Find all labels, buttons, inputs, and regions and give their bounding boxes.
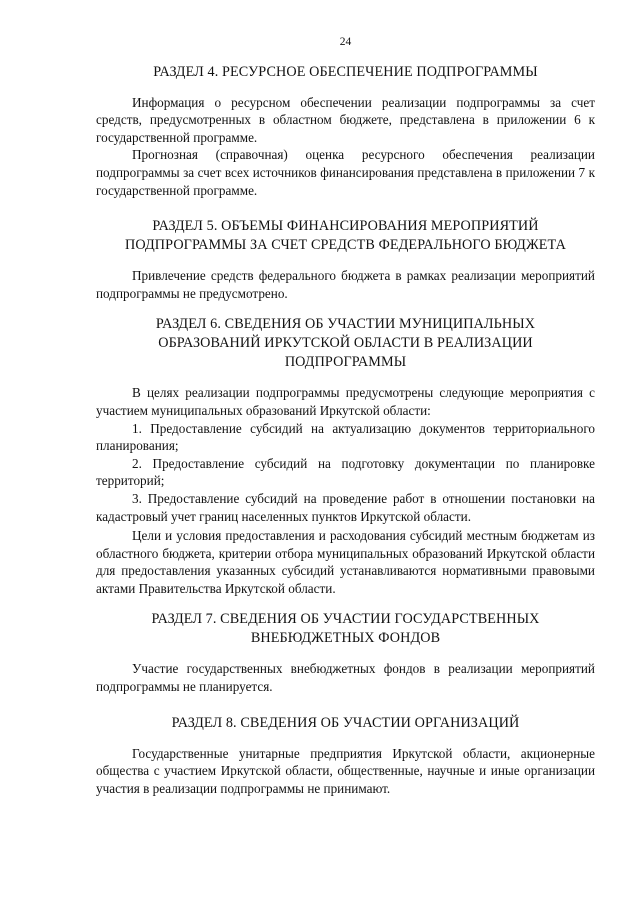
list-item: 1. Предоставление субсидий на актуализацию документов территориального планирования; (96, 420, 595, 454)
paragraph: В целях реализации подпрограммы предусмотрены следующие мероприятия с участием муниципальных образований Иркутской области: (96, 385, 595, 418)
paragraph: Информация о ресурсном обеспечении реализации подпрограммы за счет средств, предусмотренных в областном бюджете, представлена в приложении 6 к государственной программе. (96, 94, 595, 145)
paragraph: Прогнозная (справочная) оценка ресурсного обеспечения реализации подпрограммы за счет всех источников финансирования представлена в приложении 7 к государственной программе. (96, 147, 595, 198)
heading-line: ОБРАЗОВАНИЙ ИРКУТСКОЙ ОБЛАСТИ В РЕАЛИЗАЦИИ (158, 335, 533, 352)
section-4-heading (96, 63, 595, 82)
heading-line: РАЗДЕЛ 7. СВЕДЕНИЯ ОБ УЧАСТИИ ГОСУДАРСТВЕННЫХ (151, 611, 540, 628)
heading-line: РАЗДЕЛ 4. РЕСУРСНОЕ ОБЕСПЕЧЕНИЕ ПОДПРОГРАММЫ (153, 63, 538, 80)
heading-line: РАЗДЕЛ 8. СВЕДЕНИЯ ОБ УЧАСТИИ ОРГАНИЗАЦИЙ (171, 714, 520, 731)
paragraph: Привлечение средств федерального бюджета в рамках реализации мероприятий подпрограммы не предусмотрено. (96, 268, 595, 301)
section-5-heading (96, 217, 595, 255)
page-number: 24 (339, 36, 352, 48)
heading-line: РАЗДЕЛ 5. ОБЪЕМЫ ФИНАНСИРОВАНИЯ МЕРОПРИЯТИЙ (152, 218, 539, 235)
heading-line: ПОДПРОГРАММЫ ЗА СЧЕТ СРЕДСТВ ФЕДЕРАЛЬНОГО БЮДЖЕТА (125, 237, 566, 254)
section-6-heading (96, 315, 595, 372)
paragraph: Государственные унитарные предприятия Иркутской области, акционерные общества с участием Иркутской области, общественные, научные и иные организации участия в реализации подпрограммы не принимают. (96, 745, 595, 796)
heading-line: ПОДПРОГРАММЫ (284, 354, 407, 371)
heading-line: ВНЕБЮДЖЕТНЫХ ФОНДОВ (250, 630, 441, 647)
list-item: 3. Предоставление субсидий на проведение работ в отношении постановки на кадастровый учет границ населенных пунктов Иркутской области. (96, 490, 595, 524)
paragraph: Участие государственных внебюджетных фондов в реализации мероприятий подпрограммы не планируется. (96, 661, 595, 695)
list-item: 2. Предоставление субсидий на подготовку документации по планировке территорий; (96, 455, 595, 489)
heading-line: РАЗДЕЛ 6. СВЕДЕНИЯ ОБ УЧАСТИИ МУНИЦИПАЛЬНЫХ (155, 316, 536, 333)
section-7-heading (96, 610, 595, 648)
section-8-heading (96, 714, 595, 733)
paragraph: Цели и условия предоставления и расходования субсидий местным бюджетам из областного бюджета, критерии отбора муниципальных образований Иркутской области для предоставления указанных субсидий устанавливаются нормативными правовыми актами Правительства Иркутской области. (96, 528, 595, 596)
